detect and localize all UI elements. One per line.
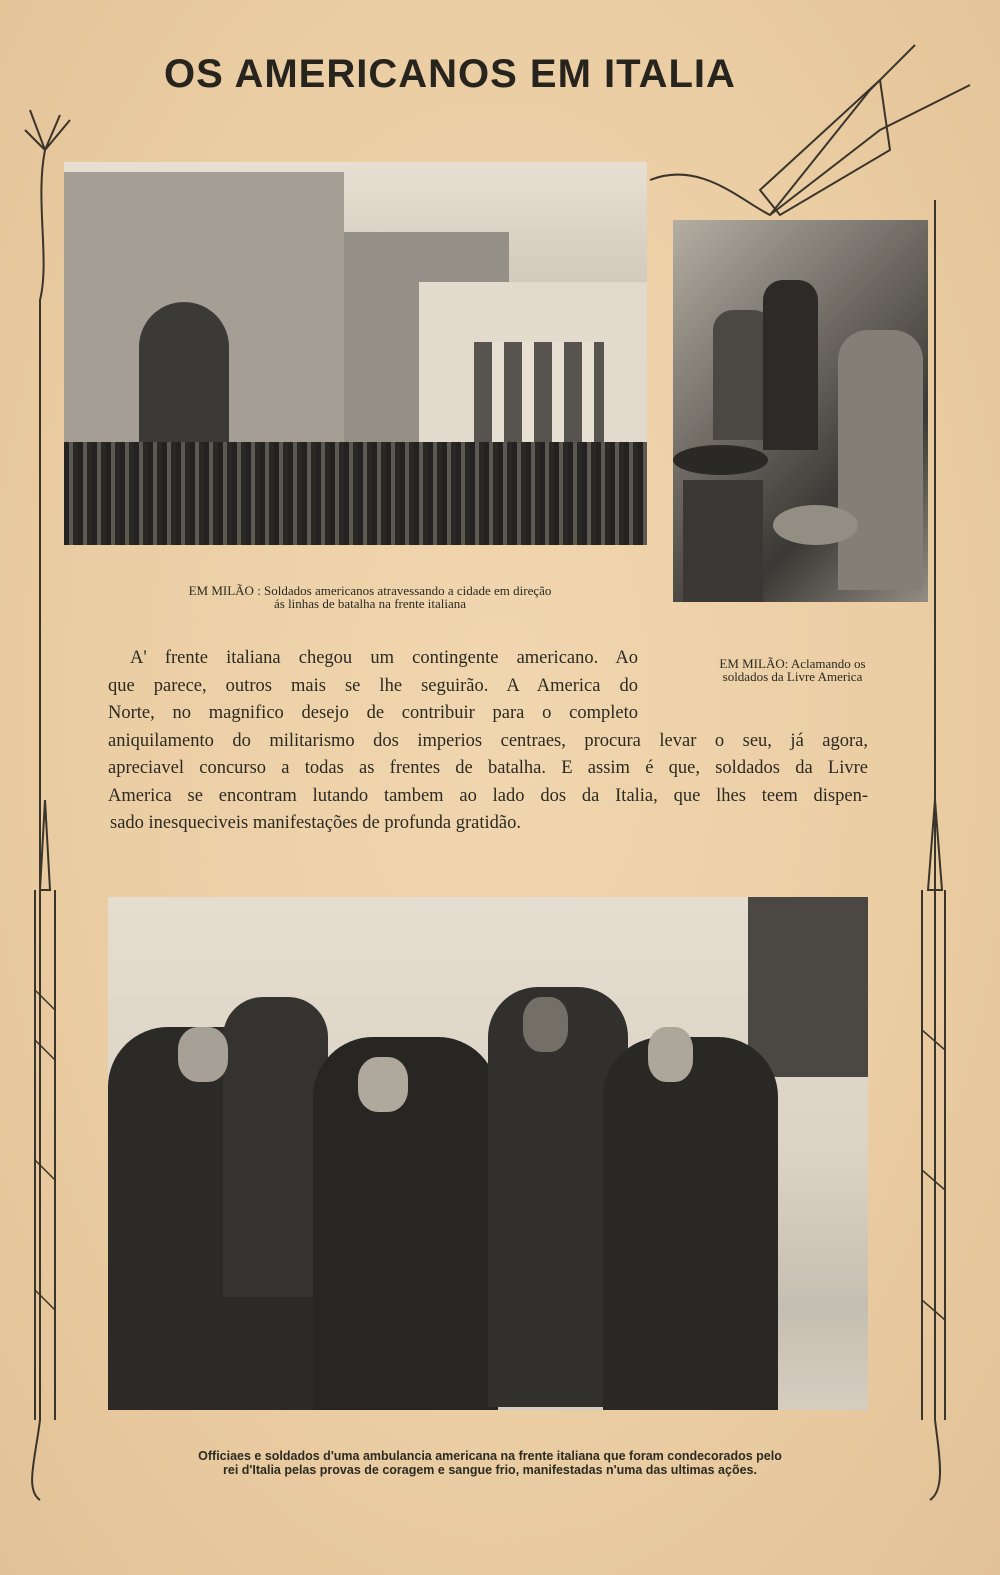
photo-ambulance-officers — [108, 897, 868, 1410]
page-title: OS AMERICANOS EM ITALIA — [164, 52, 736, 96]
caption-line: EM MILÃO : Soldados americanos atravessando a cidade em direção — [188, 583, 552, 598]
caption-bottom — [100, 1449, 880, 1477]
caption-line: Officiaes e soldados d'uma ambulancia americana na frente italiana que foram condecorados pelo — [198, 1449, 782, 1463]
body-line: que parece, outros mais se lhe seguirão. A America do — [108, 675, 638, 696]
photo-milan-cheering-soldiers — [673, 220, 928, 602]
body-line: apreciavel concurso a todas as frentes de batalha. E assim é que, soldados da Livre — [108, 758, 868, 778]
caption-line: rei d'Italia pelas provas de coragem e sangue frio, manifestadas n'uma das ultimas ações. — [223, 1463, 757, 1477]
body-line: America se encontram lutando tambem ao lado dos da Italia, que lhes teem dispen- — [108, 785, 868, 806]
body-line: Norte, no magnifico desejo de contribuir para o completo — [108, 703, 638, 723]
body-line: A' frente italiana chegou um contingente americano. Ao — [130, 648, 638, 668]
photo-milan-crowd-arch — [64, 162, 647, 545]
article-body — [108, 645, 868, 838]
caption-line: soldados da Livre America — [722, 669, 863, 684]
body-line: sado inesqueciveis manifestações de profunda gratidão. — [110, 813, 521, 833]
caption-line: EM MILÃO: Aclamando os — [719, 656, 866, 671]
caption-top-left — [100, 584, 640, 610]
body-line: aniquilamento do militarismo dos imperios centraes, procura levar o seu, já agora, — [108, 730, 868, 751]
caption-line: ás linhas de batalha na frente italiana — [273, 596, 467, 611]
